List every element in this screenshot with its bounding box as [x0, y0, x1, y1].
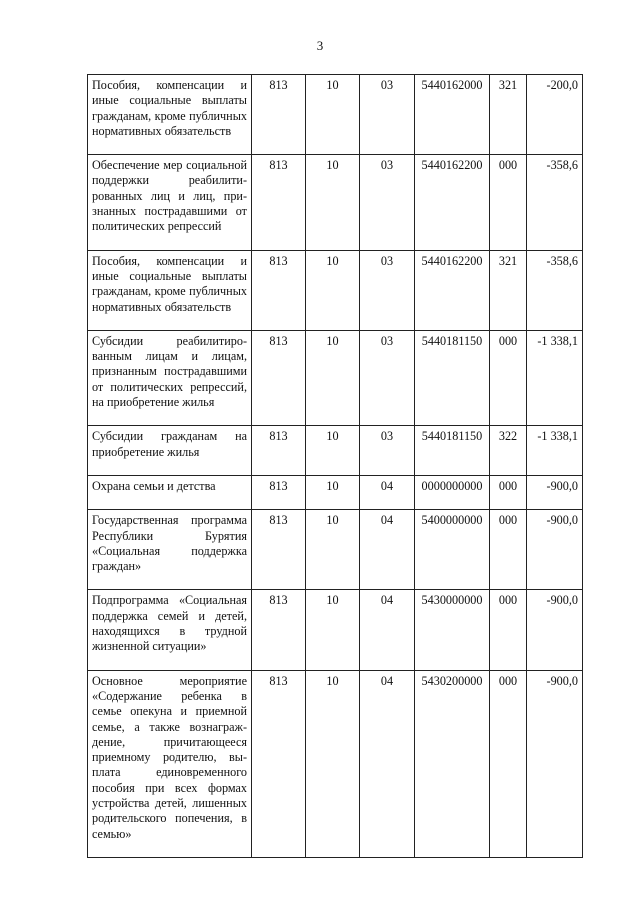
row-subsection-cell: 03	[360, 250, 415, 330]
table-row	[88, 250, 583, 330]
row-code-cell: 813	[252, 330, 306, 425]
row-section-cell: 10	[306, 670, 360, 857]
row-target-cell: 5440181150	[415, 426, 490, 476]
row-target-cell: 5430200000	[415, 670, 490, 857]
row-type-cell: 000	[490, 330, 527, 425]
row-subsection-cell: 04	[360, 510, 415, 590]
row-code-cell: 813	[252, 250, 306, 330]
row-type-cell: 322	[490, 426, 527, 476]
row-code-cell: 813	[252, 155, 306, 250]
row-section-cell: 10	[306, 475, 360, 509]
row-subsection-cell: 03	[360, 155, 415, 250]
row-type-cell: 000	[490, 155, 527, 250]
row-code-cell: 813	[252, 670, 306, 857]
row-name-cell: Пособия, компенсации и иные социальные выплаты гражданам, кроме публичных нормативных обязательств	[88, 75, 252, 155]
table-row	[88, 590, 583, 670]
budget-table-body	[88, 75, 583, 858]
row-amount-cell: -358,6	[527, 155, 583, 250]
row-name-cell: Охрана семьи и детства	[88, 475, 252, 509]
row-target-cell: 5440162200	[415, 250, 490, 330]
row-amount-cell: -900,0	[527, 510, 583, 590]
row-subsection-cell: 04	[360, 670, 415, 857]
row-code-cell: 813	[252, 75, 306, 155]
row-subsection-cell: 04	[360, 590, 415, 670]
row-type-cell: 000	[490, 670, 527, 857]
page-number: 3	[316, 38, 324, 53]
row-section-cell: 10	[306, 250, 360, 330]
row-name-cell: Пособия, компенсации и иные социальные выплаты гражданам, кроме публичных нормативных обязательств	[88, 250, 252, 330]
row-code-cell: 813	[252, 475, 306, 509]
row-target-cell: 0000000000	[415, 475, 490, 509]
row-amount-cell: -900,0	[527, 590, 583, 670]
row-amount-cell: -1 338,1	[527, 330, 583, 425]
row-section-cell: 10	[306, 330, 360, 425]
row-amount-cell: -200,0	[527, 75, 583, 155]
row-type-cell: 321	[490, 75, 527, 155]
row-target-cell: 5440162000	[415, 75, 490, 155]
table-row	[88, 75, 583, 155]
row-code-cell: 813	[252, 590, 306, 670]
row-name-cell: Субсидии реабилитированным лицам и лицам, признанным пострадавшими от политических репрессий, на приобретение жилья	[88, 330, 252, 425]
row-name-cell: Субсидии гражданам на приобретение жилья	[88, 426, 252, 476]
row-name-cell: Государственная программа Республики Бурятия «Социальная поддержка граждан»	[88, 510, 252, 590]
row-type-cell: 000	[490, 510, 527, 590]
row-type-cell: 000	[490, 475, 527, 509]
table-row	[88, 155, 583, 250]
row-type-cell: 321	[490, 250, 527, 330]
row-section-cell: 10	[306, 75, 360, 155]
row-type-cell: 000	[490, 590, 527, 670]
table-row	[88, 475, 583, 509]
row-section-cell: 10	[306, 590, 360, 670]
row-section-cell: 10	[306, 155, 360, 250]
row-amount-cell: -358,6	[527, 250, 583, 330]
table-row	[88, 330, 583, 425]
row-amount-cell: -900,0	[527, 670, 583, 857]
row-subsection-cell: 04	[360, 475, 415, 509]
row-name-cell: Основное мероприятие «Содержание ребенка в семье опекуна и приемной семье, а также вознаграждение, причитающееся приемному родителю, выплата единовременного пособия при всех формах устройства детей, лишенных родительского попечения, в семью»	[88, 670, 252, 857]
row-section-cell: 10	[306, 510, 360, 590]
row-name-cell: Обеспечение мер социальной поддержки реабилитированных лиц и лиц, признанных пострадавшими от политических репрессий	[88, 155, 252, 250]
row-code-cell: 813	[252, 426, 306, 476]
budget-table	[87, 74, 583, 858]
row-target-cell: 5440181150	[415, 330, 490, 425]
row-target-cell: 5440162200	[415, 155, 490, 250]
row-code-cell: 813	[252, 510, 306, 590]
row-amount-cell: -1 338,1	[527, 426, 583, 476]
row-section-cell: 10	[306, 426, 360, 476]
row-subsection-cell: 03	[360, 426, 415, 476]
row-subsection-cell: 03	[360, 330, 415, 425]
table-row	[88, 670, 583, 857]
row-target-cell: 5400000000	[415, 510, 490, 590]
table-row	[88, 510, 583, 590]
row-amount-cell: -900,0	[527, 475, 583, 509]
table-row	[88, 426, 583, 476]
row-subsection-cell: 03	[360, 75, 415, 155]
row-name-cell: Подпрограмма «Социальная поддержка семей и детей, находящихся в трудной жизненной ситуации»	[88, 590, 252, 670]
row-target-cell: 5430000000	[415, 590, 490, 670]
